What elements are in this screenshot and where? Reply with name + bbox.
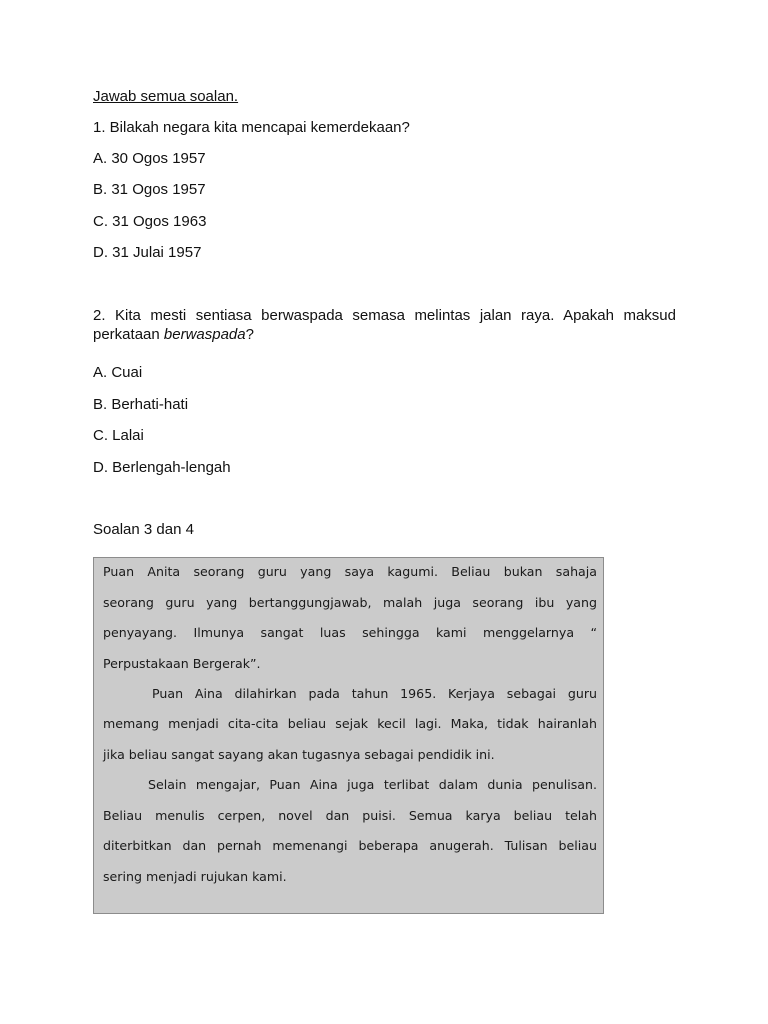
question-2-line-1: 2. Kita mesti sentiasa berwaspada semasa melintas jalan raya. Apakah maksud (93, 307, 676, 324)
q2-option-b: B. Berhati-hati (93, 396, 189, 413)
q1-option-c: C. 31 Ogos 1963 (93, 213, 207, 230)
passage-line: diterbitkan dan pernah memenangi beberapa anugerah. Tulisan beliau (103, 838, 597, 853)
question-2-line-2 (93, 326, 254, 343)
passage-line: Beliau menulis cerpen, novel dan puisi. Semua karya beliau telah (103, 808, 597, 823)
q2-option-d: D. Berlengah-lengah (93, 459, 231, 476)
passage-line: jika beliau sangat sayang akan tugasnya sebagai pendidik ini. (103, 747, 495, 762)
question-2-mark: ? (245, 326, 254, 343)
passage-line: seorang guru yang bertanggungjawab, malah juga seorang ibu yang (103, 595, 597, 610)
q2-option-a: A. Cuai (93, 364, 143, 381)
passage-line: penyayang. Ilmunya sangat luas sehingga kami menggelarnya “ (103, 625, 597, 640)
passage-line: sering menjadi rujukan kami. (103, 869, 287, 884)
q1-option-a: A. 30 Ogos 1957 (93, 150, 206, 167)
q2-option-c: C. Lalai (93, 427, 144, 444)
q1-option-d: D. 31 Julai 1957 (93, 244, 202, 261)
instruction: Jawab semua soalan. (93, 88, 239, 105)
passage-box (93, 557, 604, 914)
section-label: Soalan 3 dan 4 (93, 521, 194, 538)
question-2 (93, 306, 676, 344)
question-1: 1. Bilakah negara kita mencapai kemerdekaan? (93, 119, 410, 136)
passage-line: memang menjadi cita-cita beliau sejak kecil lagi. Maka, tidak hairanlah (103, 716, 597, 731)
question-2-text: perkataan (93, 326, 164, 343)
question-2-keyword: berwaspada (163, 326, 246, 343)
q1-option-b: B. 31 Ogos 1957 (93, 181, 206, 198)
passage-line: Selain mengajar, Puan Aina juga terlibat dalam dunia penulisan. (148, 777, 597, 792)
passage-line: Puan Aina dilahirkan pada tahun 1965. Kerjaya sebagai guru (152, 686, 597, 701)
passage-line: Puan Anita seorang guru yang saya kagumi. Beliau bukan sahaja (103, 564, 597, 579)
passage-line: Perpustakaan Bergerak”. (103, 656, 261, 671)
